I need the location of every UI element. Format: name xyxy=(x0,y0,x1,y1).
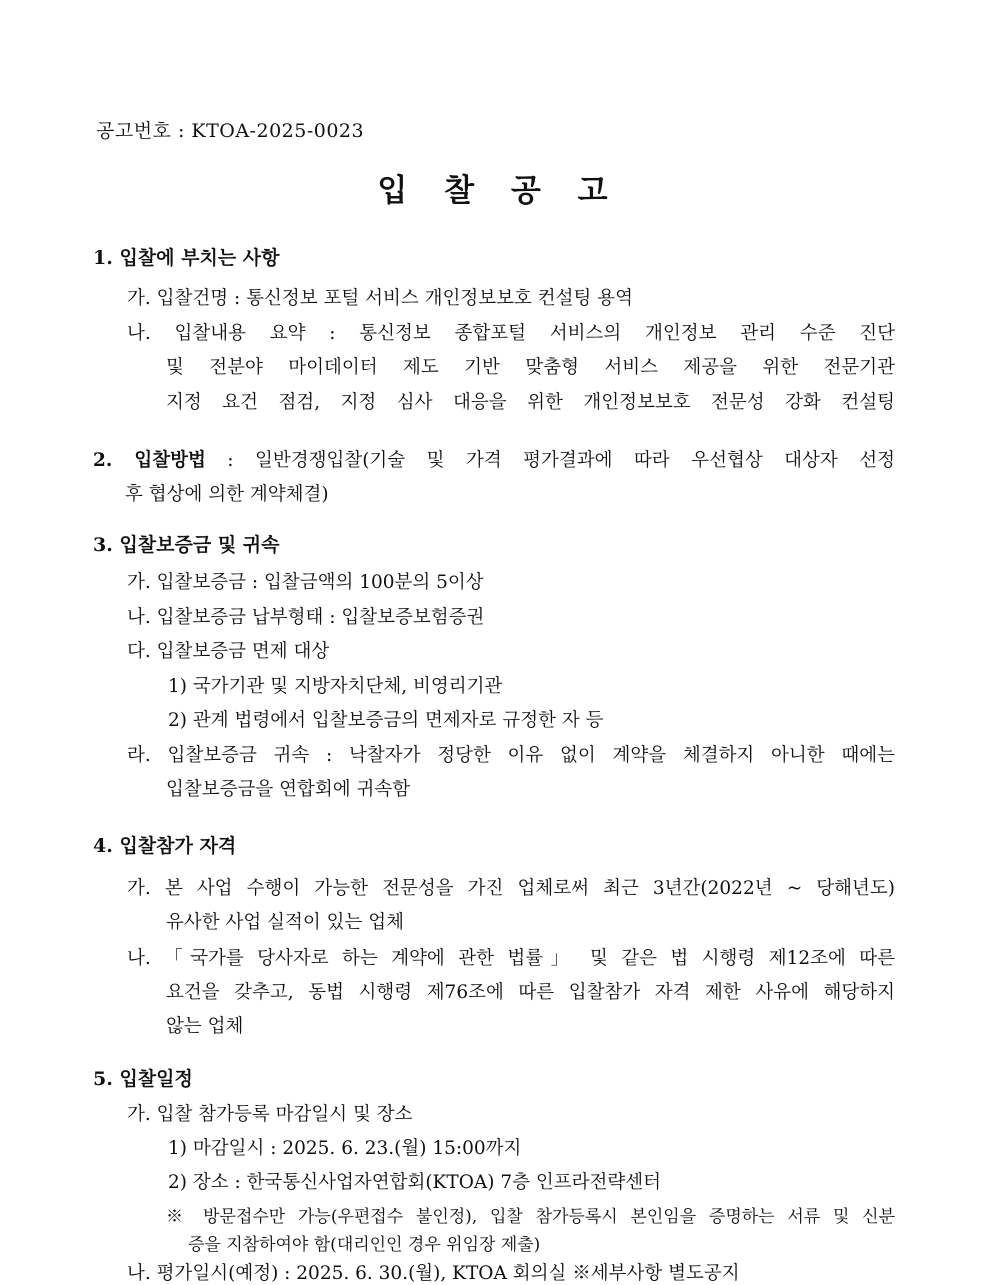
section-3-heading: 3. 입찰보증금 및 귀속 xyxy=(93,534,280,556)
section-2-line1 xyxy=(93,446,895,472)
section-2-line2: 후 협상에 의한 계약체결) xyxy=(125,484,329,505)
s5-item-ga-2: 2) 장소 : 한국통신사업자연합회(KTOA) 7층 인프라전략센터 xyxy=(168,1172,661,1193)
s5-note-line2: 증을 지참하여야 함(대리인인 경우 위임장 제출) xyxy=(188,1235,541,1255)
s4-item-na-line2: 요건을 갖추고, 동법 시행령 제76조에 따른 입찰참가 자격 제한 사유에 해당하지 xyxy=(166,982,895,1003)
section-5-heading: 5. 입찰일정 xyxy=(93,1068,193,1090)
s3-item-ra-line1: 라. 입찰보증금 귀속 : 낙찰자가 정당한 이유 없이 계약을 체결하지 아니한 때에는 xyxy=(127,745,895,766)
s5-item-na: 나. 평가일시(예정) : 2025. 6. 30.(월), KTOA 회의실 ※세부사항 별도공지 xyxy=(127,1263,740,1284)
s4-item-ga-line2: 유사한 사업 실적이 있는 업체 xyxy=(166,912,404,933)
section-2-label: 2. 입찰방법 xyxy=(93,450,206,471)
s1-item-na-line1: 나. 입찰내용 요약 : 통신정보 종합포털 서비스의 개인정보 관리 수준 진단 xyxy=(127,323,895,344)
s3-item-na: 나. 입찰보증금 납부형태 : 입찰보증보험증권 xyxy=(127,607,485,628)
s5-item-ga: 가. 입찰 참가등록 마감일시 및 장소 xyxy=(127,1104,413,1125)
s3-item-da-2: 2) 관계 법령에서 입찰보증금의 면제자로 규정한 자 등 xyxy=(168,710,604,731)
page-title: 입 찰 공 고 xyxy=(377,173,614,209)
s3-item-da: 다. 입찰보증금 면제 대상 xyxy=(127,641,330,662)
s4-item-na-line3: 않는 업체 xyxy=(166,1016,244,1037)
s5-note-line1: ※ 방문접수만 가능(우편접수 불인정), 입찰 참가등록시 본인임을 증명하는 서류 및 신분 xyxy=(166,1207,895,1227)
section-4-heading: 4. 입찰참가 자격 xyxy=(93,835,237,857)
s5-item-ga-1: 1) 마감일시 : 2025. 6. 23.(월) 15:00까지 xyxy=(168,1138,522,1159)
section-2-text-1: : 일반경쟁입찰(기술 및 가격 평가결과에 따라 우선협상 대상자 선정 xyxy=(205,450,895,471)
notice-number: 공고번호 : KTOA-2025-0023 xyxy=(96,120,365,142)
s1-item-na-line2: 및 전분야 마이데이터 제도 기반 맞춤형 서비스 제공을 위한 전문기관 xyxy=(166,357,895,378)
s3-item-da-1: 1) 국가기관 및 지방자치단체, 비영리기관 xyxy=(168,676,503,697)
s4-item-na-line1: 나. 「국가를 당사자로 하는 계약에 관한 법률」 및 같은 법 시행령 제12조에 따른 xyxy=(127,948,895,969)
s4-item-ga-line1: 가. 본 사업 수행이 가능한 전문성을 가진 업체로써 최근 3년간(2022년 ~ 당해년도) xyxy=(127,878,895,899)
s3-item-ra-line2: 입찰보증금을 연합회에 귀속함 xyxy=(166,779,411,800)
s3-item-ga: 가. 입찰보증금 : 입찰금액의 100분의 5이상 xyxy=(127,572,484,593)
s1-item-na-line3: 지정 요건 점검, 지정 심사 대응을 위한 개인정보보호 전문성 강화 컨설팅 xyxy=(166,392,895,413)
s1-item-ga: 가. 입찰건명 : 통신정보 포털 서비스 개인정보보호 컨설팅 용역 xyxy=(127,288,633,309)
section-1-heading: 1. 입찰에 부치는 사항 xyxy=(93,247,280,269)
